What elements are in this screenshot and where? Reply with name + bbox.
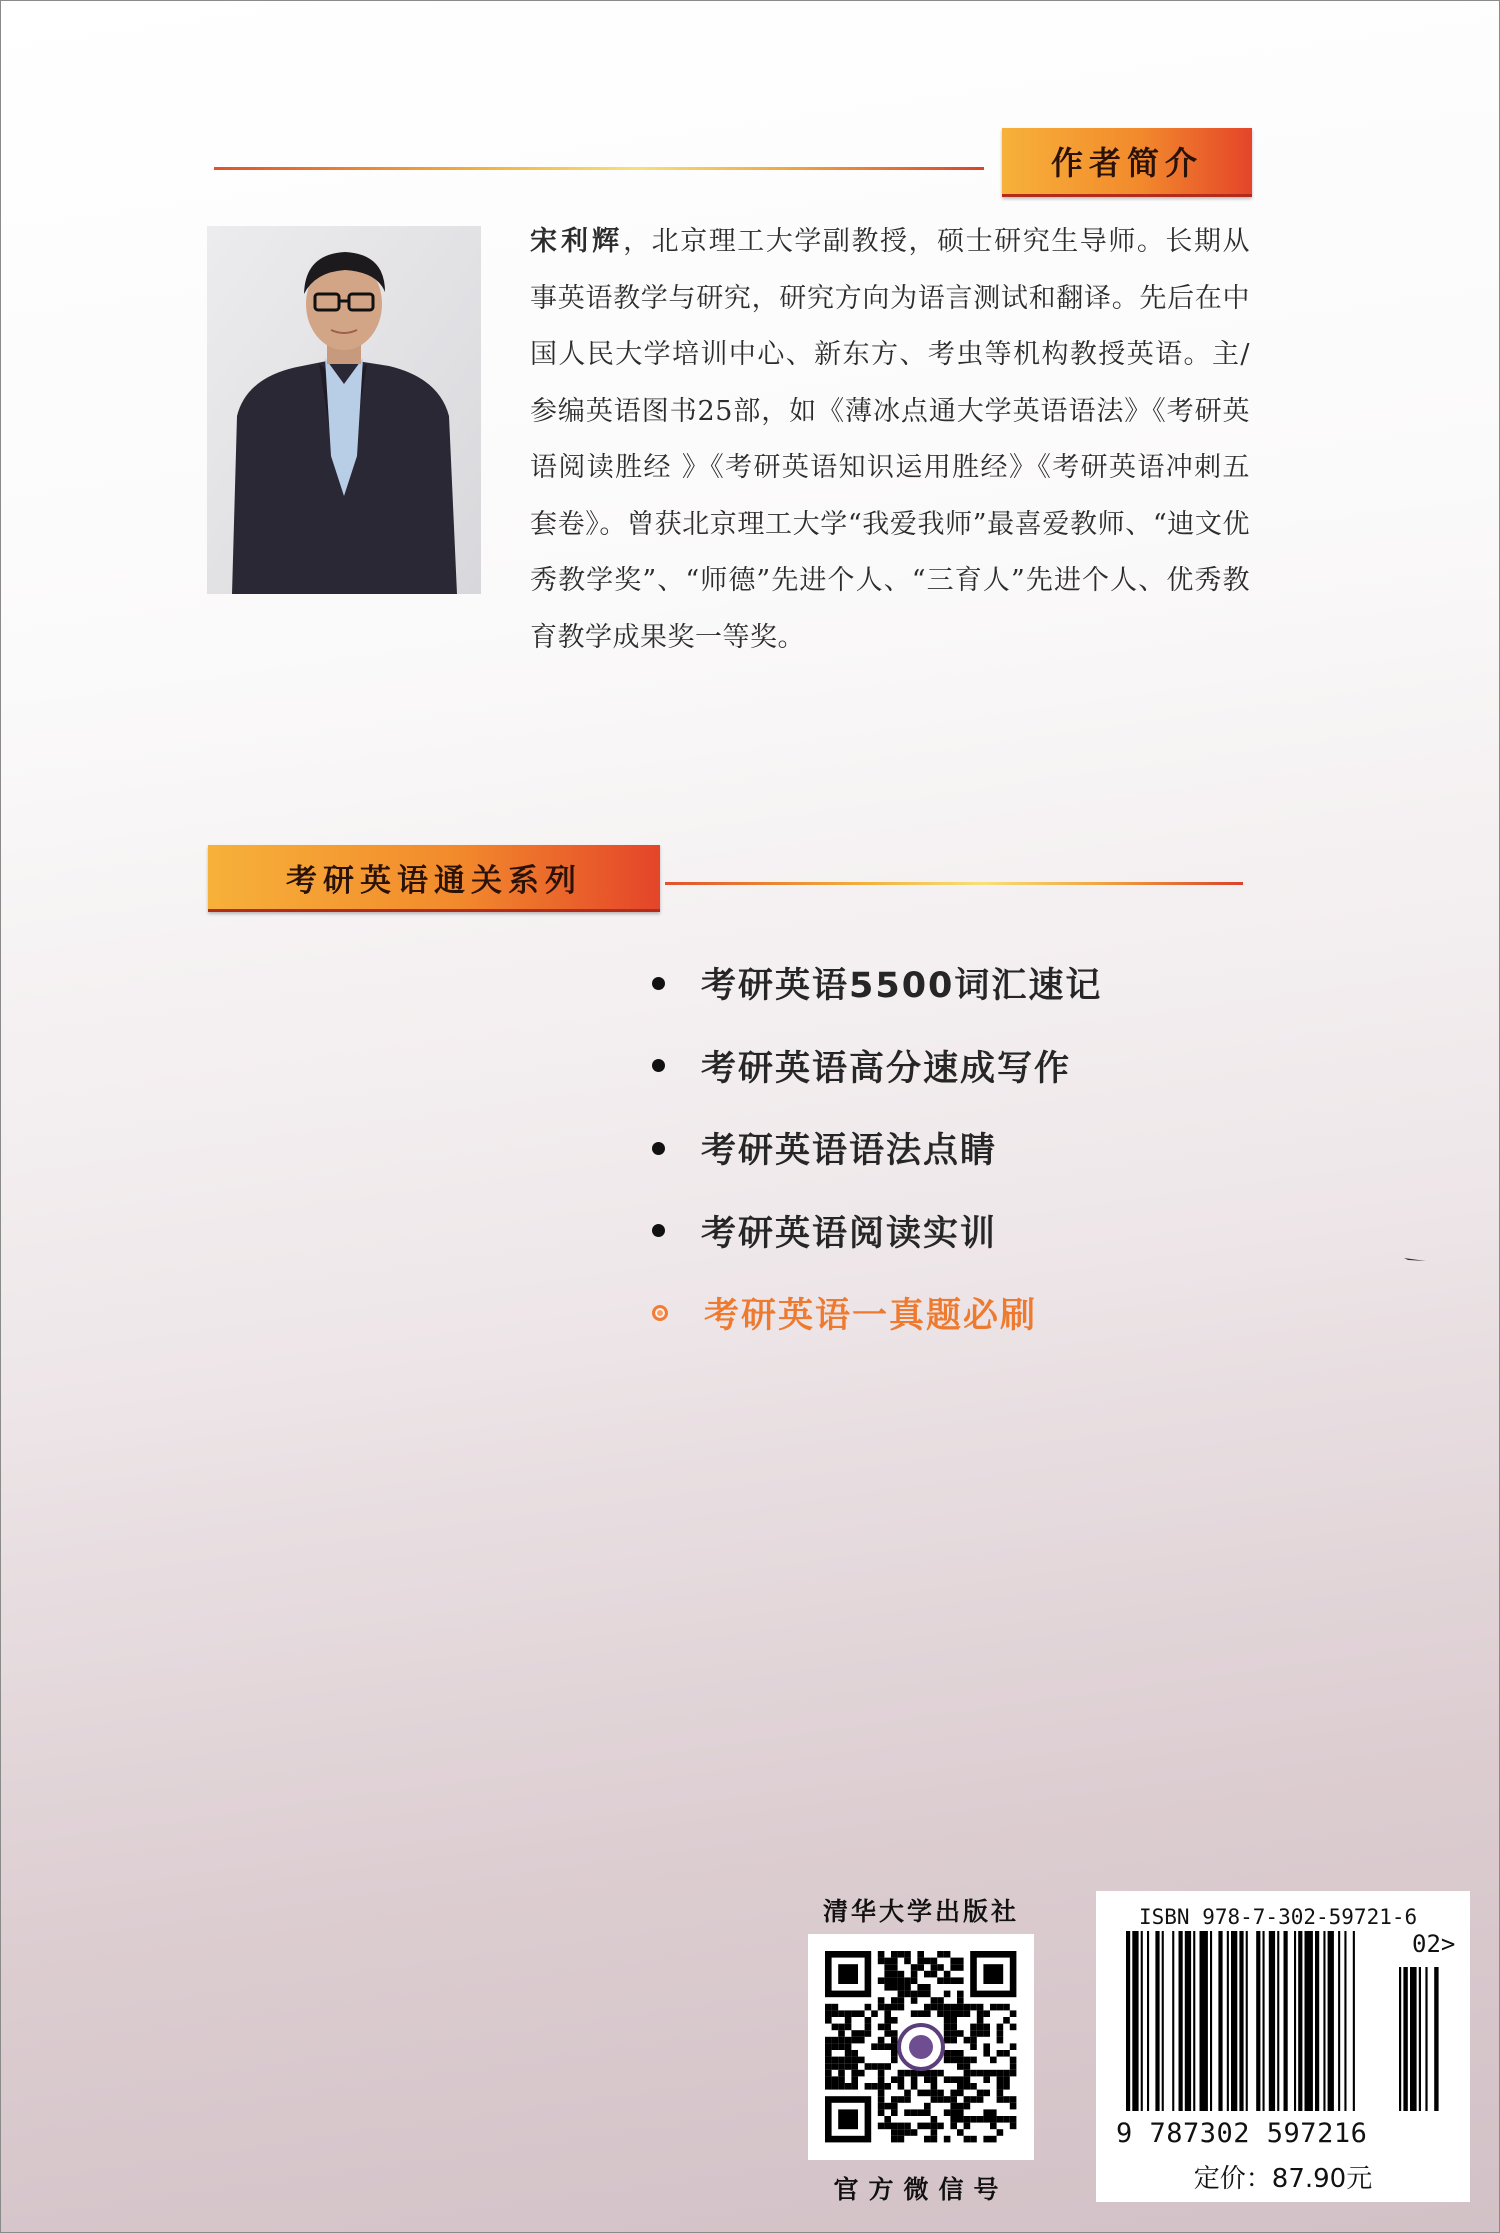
series-section-label: 考研英语通关系列	[208, 845, 660, 912]
series-item	[648, 1107, 1102, 1190]
bullet-icon	[652, 977, 665, 990]
series-item	[648, 1025, 1102, 1108]
series-item-title: 考研英语一真题必刷	[704, 1296, 1038, 1337]
author-name: 宋利辉	[530, 226, 624, 257]
price-text: 定价：87.90元	[1193, 2164, 1373, 2194]
series-item-title: 考研英语语法点睛	[701, 1131, 998, 1172]
author-header-line	[214, 167, 984, 170]
bullet-icon	[652, 1224, 665, 1237]
author-bio	[530, 214, 1250, 666]
isbn-text: ISBN 978-7-302-59721-6	[1139, 1905, 1418, 1929]
barcode-graphic	[1096, 1891, 1470, 2121]
series-header-line	[665, 882, 1243, 885]
series-list	[648, 942, 1102, 1355]
barcode-addon-text: 02>	[1412, 1930, 1456, 1958]
series-item-highlighted	[648, 1272, 1102, 1355]
ean-digits: 9 787302 597216	[1116, 2118, 1368, 2149]
barcode-panel	[1096, 1891, 1470, 2202]
bullet-icon	[652, 1059, 665, 1072]
qr-code[interactable]	[808, 1934, 1034, 2160]
qr-code-graphic	[808, 1934, 1034, 2160]
author-bio-text: ，北京理工大学副教授，硕士研究生导师。长期从事英语教学与研究，研究方向为语言测试和翻译。先后在中国人民大学培训中心、新东方、考虫等机构教授英语。主/参编英语图书25部，如《薄冰点通大学英语语法》《考研英语阅读胜经 》《考研英语知识运用胜经》《考研英语冲刺五套卷》。曾获北京理工大学“我爱我师”最喜爱教师、“迪文优秀教学奖”、“师德”先进个人、“三育人”先进个人、优秀教育教学成果奖一等奖。	[530, 226, 1250, 653]
qr-caption: 官方微信号	[833, 2175, 1009, 2204]
series-item-title: 考研英语5500词汇速记	[701, 966, 1103, 1007]
scuff-mark	[1404, 1256, 1426, 1262]
bullet-icon	[652, 1142, 665, 1155]
bullet-ring-icon	[652, 1305, 668, 1321]
series-item-title: 考研英语高分速成写作	[701, 1048, 1072, 1089]
publisher-name: 清华大学出版社	[822, 1897, 1019, 1926]
series-item	[648, 1190, 1102, 1273]
author-section-label: 作者简介	[1002, 128, 1252, 197]
author-photo	[207, 226, 481, 594]
series-item	[648, 942, 1102, 1025]
series-item-title: 考研英语阅读实训	[701, 1213, 998, 1254]
